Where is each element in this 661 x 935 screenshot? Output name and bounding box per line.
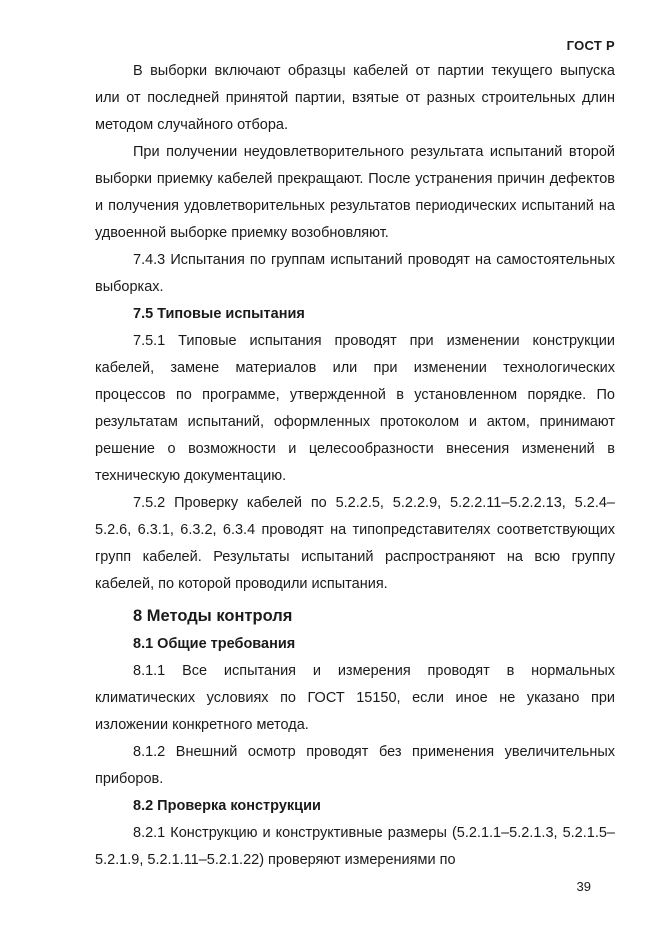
paragraph-7-5-2: 7.5.2 Проверку кабелей по 5.2.2.5, 5.2.2.9, 5.2.2.11–5.2.2.13, 5.2.4–5.2.6, 6.3.1, 6.3.2, 6.3.4 проводят на типопредставителях соответствующих групп кабелей. Результаты испытаний распространяют на всю группу кабелей, по которой проводили испытания. bbox=[95, 495, 615, 592]
paragraph-8-1-1: 8.1.1 Все испытания и измерения проводят в нормальных климатических условиях по ГОСТ 15150, если иное не указано при изложении конкретного метода. bbox=[95, 663, 615, 733]
paragraph-sampling: В выборки включают образцы кабелей от партии текущего выпуска или от последней принятой партии, взятые от разных строительных длин методом случайного отбора. bbox=[95, 63, 615, 133]
document-code-header: ГОСТ Р bbox=[566, 38, 615, 53]
heading-8: 8 Методы контроля bbox=[133, 607, 293, 625]
page-number: 39 bbox=[576, 879, 591, 894]
paragraph-8-2-1: 8.2.1 Конструкцию и конструктивные размеры (5.2.1.1–5.2.1.3, 5.2.1.5–5.2.1.9, 5.2.1.11–5.2.1.22) проверяют измерениями по bbox=[95, 825, 615, 868]
paragraph-8-1-2: 8.1.2 Внешний осмотр проводят без применения увеличительных приборов. bbox=[95, 744, 615, 787]
document-body bbox=[95, 58, 615, 874]
heading-8-1: 8.1 Общие требования bbox=[133, 636, 296, 652]
heading-7-5: 7.5 Типовые испытания bbox=[133, 306, 305, 322]
paragraph-7-5-1: 7.5.1 Типовые испытания проводят при изменении конструкции кабелей, замене материалов или при изменении технологических процессов по программе, утвержденной в установленном порядке. По результатам испытаний, оформленных протоколом и актом, принимают решение о возможности и целесообразности внесения изменений в техническую документацию. bbox=[95, 333, 615, 484]
paragraph-7-4-3: 7.4.3 Испытания по группам испытаний проводят на самостоятельных выборках. bbox=[95, 252, 615, 295]
paragraph-second-sample: При получении неудовлетворительного результата испытаний второй выборки приемку кабелей прекращают. После устранения причин дефектов и получения удовлетворительных результатов периодических испытаний на удвоенной выборке приемку возобновляют. bbox=[95, 144, 615, 241]
heading-8-2: 8.2 Проверка конструкции bbox=[133, 798, 321, 814]
